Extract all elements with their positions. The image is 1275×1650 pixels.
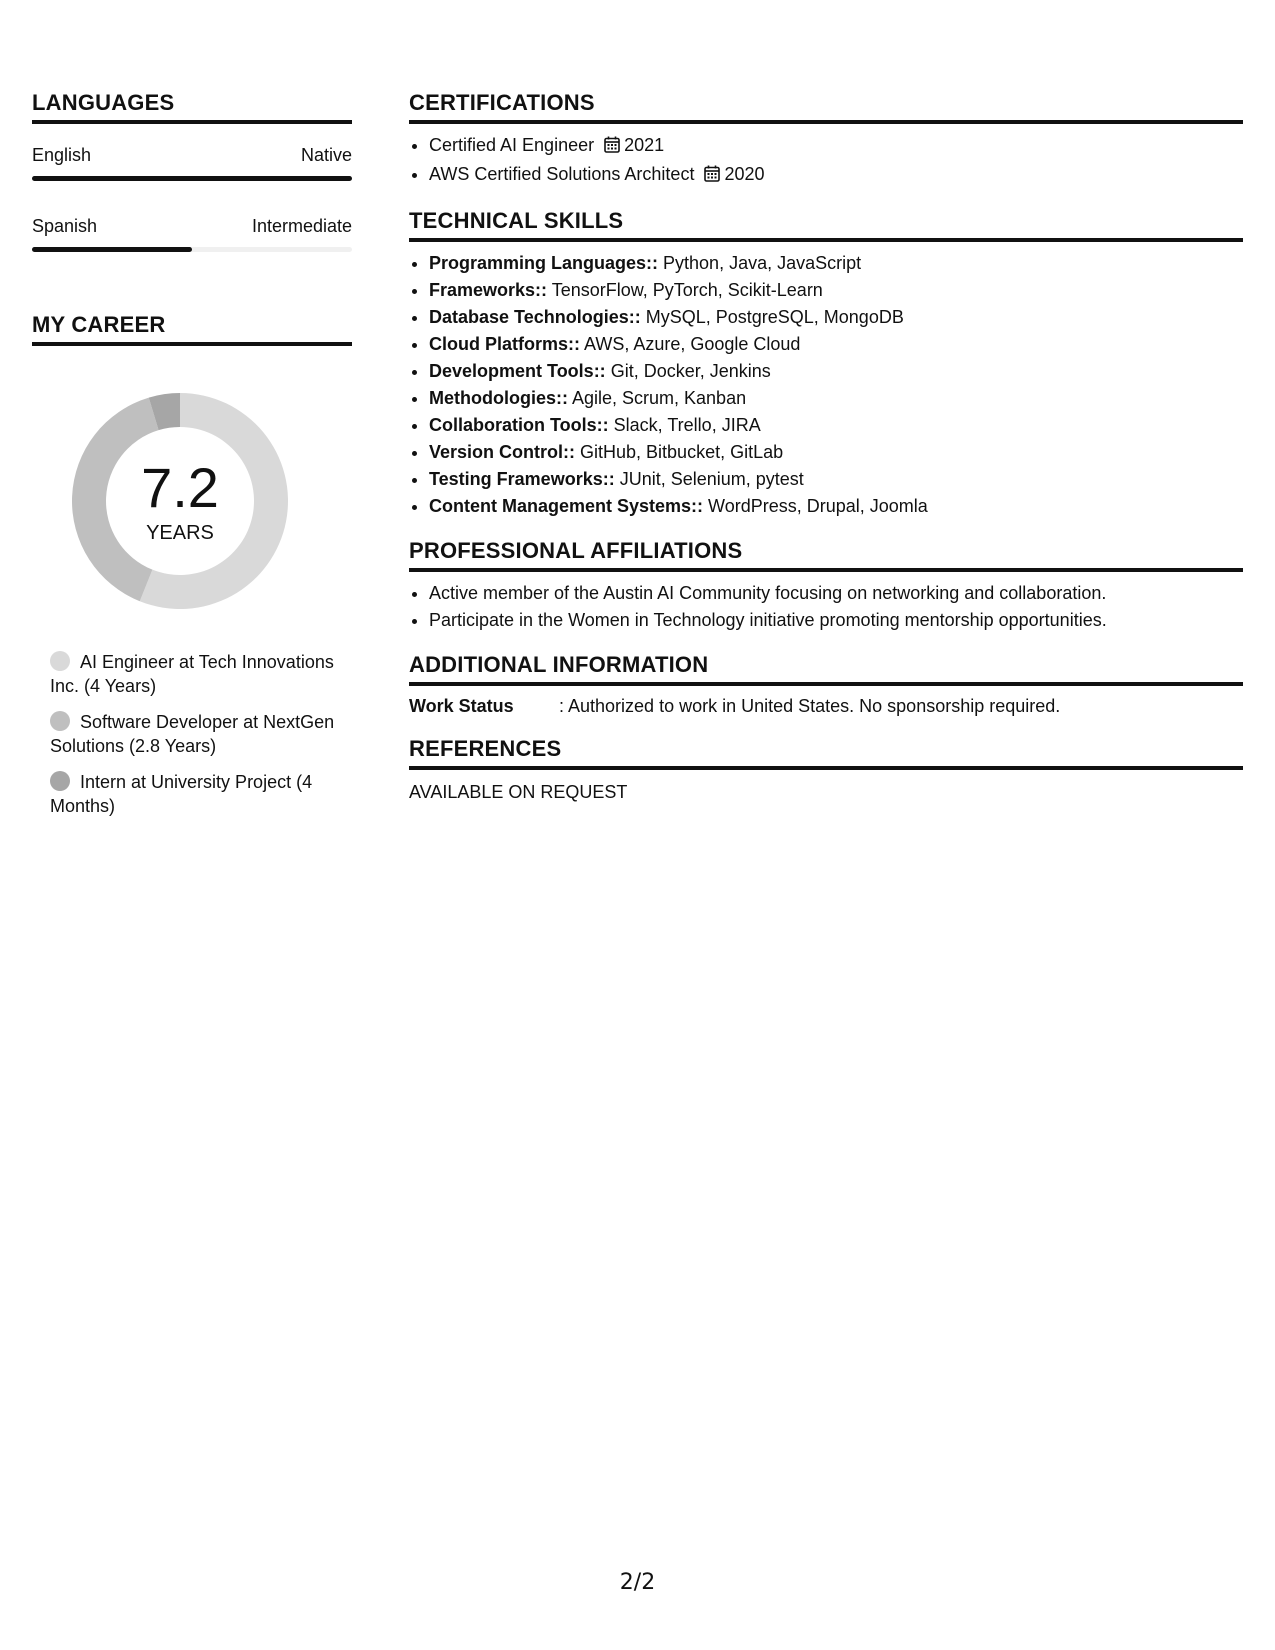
skill-item xyxy=(429,493,1243,520)
language-proficiency-fill xyxy=(32,176,352,181)
skill-values: Git, Docker, Jenkins xyxy=(605,361,771,381)
skill-values: JUnit, Selenium, pytest xyxy=(614,469,804,489)
career-total-unit: YEARS xyxy=(146,522,214,544)
skill-item xyxy=(429,331,1243,358)
work-status-value: : Authorized to work in United States. No sponsorship required. xyxy=(559,696,1061,716)
calendar-icon xyxy=(704,163,720,190)
skill-values: MySQL, PostgreSQL, MongoDB xyxy=(640,307,904,327)
work-status-label: Work Status xyxy=(409,696,514,716)
career-donut-chart xyxy=(65,386,295,616)
career-legend-item xyxy=(50,710,352,758)
certification-year: 2020 xyxy=(724,164,765,184)
skill-category: Methodologies:: xyxy=(429,388,568,408)
skills-title: TECHNICAL SKILLS xyxy=(409,208,1243,242)
skill-category: Collaboration Tools:: xyxy=(429,415,609,435)
skill-values: GitHub, Bitbucket, GitLab xyxy=(575,442,784,462)
additional-info-title: ADDITIONAL INFORMATION xyxy=(409,652,1243,686)
skill-category: Cloud Platforms:: xyxy=(429,334,580,354)
languages-list xyxy=(32,144,352,252)
certification-name: AWS Certified Solutions Architect xyxy=(429,164,695,184)
certification-name: Certified AI Engineer xyxy=(429,135,595,155)
skill-item xyxy=(429,358,1243,385)
career-title: MY CAREER xyxy=(32,312,352,346)
certification-item xyxy=(429,132,1243,161)
skill-category: Programming Languages:: xyxy=(429,253,659,273)
skill-item xyxy=(429,304,1243,331)
skill-item xyxy=(429,250,1243,277)
skill-item xyxy=(429,385,1243,412)
legend-dot-icon xyxy=(50,651,70,671)
right-column xyxy=(409,90,1243,822)
skills-list xyxy=(409,250,1243,520)
skill-item xyxy=(429,466,1243,493)
language-proficiency-bar xyxy=(32,247,352,252)
career-legend-item xyxy=(50,770,352,818)
skill-values: Python, Java, JavaScript xyxy=(658,253,862,273)
career-legend-label: AI Engineer at Tech Innovations Inc. (4 Years) xyxy=(50,652,334,696)
certification-year: 2021 xyxy=(624,135,665,155)
left-column xyxy=(32,90,352,830)
skill-category: Testing Frameworks:: xyxy=(429,469,615,489)
certifications-list xyxy=(409,132,1243,190)
work-status-row xyxy=(409,694,1243,718)
skill-values: Agile, Scrum, Kanban xyxy=(567,388,747,408)
language-row xyxy=(32,144,352,166)
affiliations-section xyxy=(409,538,1243,634)
skills-section xyxy=(409,208,1243,520)
language-item xyxy=(32,144,352,181)
affiliations-title: PROFESSIONAL AFFILIATIONS xyxy=(409,538,1243,572)
skill-item xyxy=(429,277,1243,304)
references-section xyxy=(409,736,1243,804)
legend-dot-icon xyxy=(50,771,70,791)
career-legend-item xyxy=(50,650,352,698)
career-legend-label: Software Developer at NextGen Solutions (2.8 Years) xyxy=(50,712,335,756)
career-legend xyxy=(50,650,352,818)
language-level: Native xyxy=(300,145,352,165)
language-proficiency-fill xyxy=(32,247,192,252)
skill-values: Slack, Trello, JIRA xyxy=(608,415,761,435)
career-total-value: 7.2 xyxy=(141,456,219,519)
references-title: REFERENCES xyxy=(409,736,1243,770)
page-number: 2/2 xyxy=(619,1570,656,1595)
languages-title: LANGUAGES xyxy=(32,90,352,124)
skill-values: TensorFlow, PyTorch, Scikit-Learn xyxy=(547,280,823,300)
calendar-icon xyxy=(604,134,620,161)
skill-values: AWS, Azure, Google Cloud xyxy=(580,334,801,354)
language-name: Spanish xyxy=(32,216,98,236)
skill-category: Database Technologies:: xyxy=(429,307,641,327)
certification-item xyxy=(429,161,1243,190)
language-row xyxy=(32,215,352,237)
additional-info-section xyxy=(409,652,1243,718)
legend-dot-icon xyxy=(50,711,70,731)
language-item xyxy=(32,215,352,252)
skill-category: Version Control:: xyxy=(429,442,576,462)
affiliations-list xyxy=(409,580,1243,634)
language-name: English xyxy=(32,145,92,165)
affiliation-item: • Participate in the Women in Technology initiative promoting mentorship opportunities. xyxy=(429,607,1243,634)
references-text: AVAILABLE ON REQUEST xyxy=(409,782,628,802)
skill-item xyxy=(429,439,1243,466)
skill-values: WordPress, Drupal, Joomla xyxy=(703,496,928,516)
skill-category: Development Tools:: xyxy=(429,361,606,381)
skill-item xyxy=(429,412,1243,439)
affiliation-item: • Active member of the Austin AI Community focusing on networking and collaboration. xyxy=(429,580,1243,607)
skill-category: Frameworks:: xyxy=(429,280,548,300)
skill-category: Content Management Systems:: xyxy=(429,496,704,516)
language-level: Intermediate xyxy=(251,216,352,236)
language-proficiency-bar xyxy=(32,176,352,181)
certifications-section xyxy=(409,90,1243,190)
career-legend-label: Intern at University Project (4 Months) xyxy=(50,772,313,816)
certifications-title: CERTIFICATIONS xyxy=(409,90,1243,124)
